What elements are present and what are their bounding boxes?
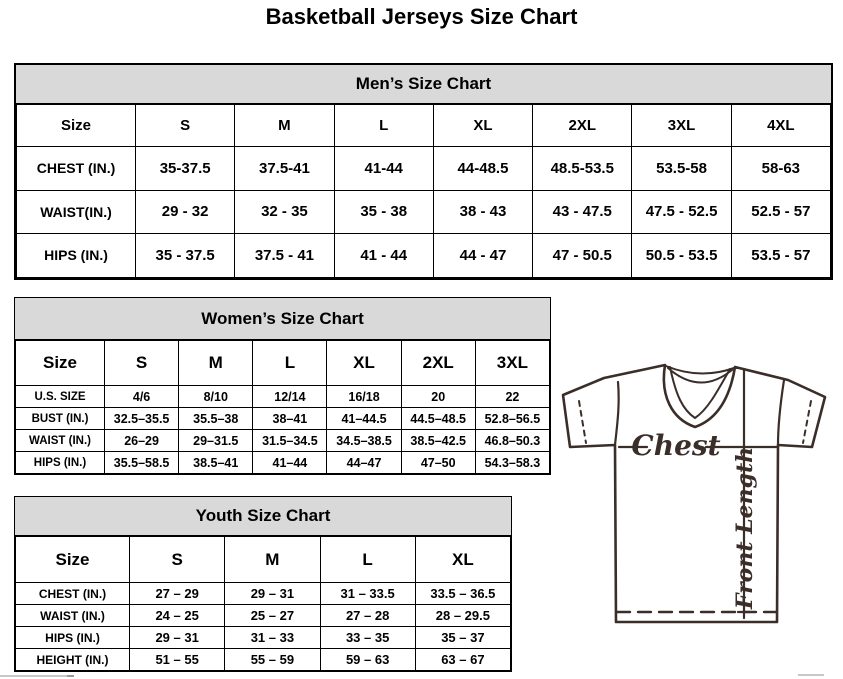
jersey-collar-inner-v <box>670 367 730 418</box>
table-row <box>16 627 511 649</box>
column-header: M <box>235 105 334 147</box>
horizontal-scrollbar-fragment-right[interactable] <box>798 674 824 676</box>
jersey-body-outline <box>563 365 825 622</box>
row-label: CHEST (IN.) <box>17 147 136 191</box>
column-header: Size <box>17 105 136 147</box>
table-row <box>17 234 831 278</box>
column-header: L <box>320 537 415 583</box>
table-row <box>16 583 511 605</box>
column-header: L <box>253 341 327 386</box>
size-cell: 35 – 37 <box>415 627 510 649</box>
table-row <box>17 147 831 191</box>
size-cell: 44–47 <box>327 452 401 474</box>
size-cell: 35.5–58.5 <box>105 452 179 474</box>
size-cell: 26–29 <box>105 430 179 452</box>
table-row <box>16 408 550 430</box>
size-cell: 47 - 50.5 <box>533 234 632 278</box>
row-label: HIPS (IN.) <box>16 627 130 649</box>
table-row <box>16 605 511 627</box>
column-header: XL <box>415 537 510 583</box>
size-cell: 52.8–56.5 <box>475 408 549 430</box>
header-row <box>17 105 831 147</box>
column-header: S <box>136 105 235 147</box>
size-cell: 50.5 - 53.5 <box>632 234 731 278</box>
row-label: HIPS (IN.) <box>17 234 136 278</box>
column-header: M <box>179 341 253 386</box>
size-cell: 47–50 <box>401 452 475 474</box>
size-cell: 28 – 29.5 <box>415 605 510 627</box>
size-cell: 22 <box>475 386 549 408</box>
size-cell: 31 – 33.5 <box>320 583 415 605</box>
size-cell: 27 – 29 <box>130 583 225 605</box>
table-row <box>16 430 550 452</box>
size-cell: 25 – 27 <box>225 605 320 627</box>
size-cell: 41 - 44 <box>334 234 433 278</box>
size-cell: 33.5 – 36.5 <box>415 583 510 605</box>
size-cell: 46.8–50.3 <box>475 430 549 452</box>
size-cell: 33 – 35 <box>320 627 415 649</box>
size-cell: 16/18 <box>327 386 401 408</box>
size-cell: 59 – 63 <box>320 649 415 671</box>
column-header: 2XL <box>533 105 632 147</box>
size-cell: 54.3–58.3 <box>475 452 549 474</box>
column-header: 4XL <box>731 105 830 147</box>
size-cell: 4/6 <box>105 386 179 408</box>
row-label: WAIST(IN.) <box>17 190 136 234</box>
size-cell: 34.5–38.5 <box>327 430 401 452</box>
size-cell: 38.5–42.5 <box>401 430 475 452</box>
horizontal-scrollbar-fragment-left[interactable] <box>0 675 74 677</box>
size-cell: 29 – 31 <box>225 583 320 605</box>
size-cell: 12/14 <box>253 386 327 408</box>
size-cell: 44.5–48.5 <box>401 408 475 430</box>
size-cell: 55 – 59 <box>225 649 320 671</box>
womens-size-chart <box>14 297 551 475</box>
column-header: 3XL <box>475 341 549 386</box>
table-title: Men’s Size Chart <box>16 65 831 104</box>
row-label: BUST (IN.) <box>16 408 105 430</box>
size-cell: 41–44 <box>253 452 327 474</box>
table-row <box>16 386 550 408</box>
size-cell: 29–31.5 <box>179 430 253 452</box>
size-cell: 35 - 38 <box>334 190 433 234</box>
row-label: HEIGHT (IN.) <box>16 649 130 671</box>
size-cell: 32 - 35 <box>235 190 334 234</box>
size-cell: 41–44.5 <box>327 408 401 430</box>
size-cell: 24 – 25 <box>130 605 225 627</box>
column-header: XL <box>327 341 401 386</box>
row-label: HIPS (IN.) <box>16 452 105 474</box>
column-header: L <box>334 105 433 147</box>
size-cell: 29 - 32 <box>136 190 235 234</box>
size-cell: 32.5–35.5 <box>105 408 179 430</box>
size-cell: 20 <box>401 386 475 408</box>
size-cell: 53.5-58 <box>632 147 731 191</box>
front-length-label: Front Length <box>732 446 758 610</box>
jersey-cuff-dash-right <box>803 401 811 443</box>
chest-label: Chest <box>631 429 721 462</box>
column-header: S <box>105 341 179 386</box>
size-cell: 48.5-53.5 <box>533 147 632 191</box>
size-cell: 51 – 55 <box>130 649 225 671</box>
size-cell: 38–41 <box>253 408 327 430</box>
youth-size-chart <box>14 496 512 672</box>
size-cell: 52.5 - 57 <box>731 190 830 234</box>
jersey-collar-back <box>666 366 734 374</box>
size-cell: 35.5–38 <box>179 408 253 430</box>
column-header: XL <box>433 105 532 147</box>
column-header: S <box>130 537 225 583</box>
row-label: WAIST (IN.) <box>16 605 130 627</box>
size-cell: 53.5 - 57 <box>731 234 830 278</box>
table-row <box>16 452 550 474</box>
size-cell: 31.5–34.5 <box>253 430 327 452</box>
size-cell: 43 - 47.5 <box>533 190 632 234</box>
size-cell: 47.5 - 52.5 <box>632 190 731 234</box>
size-cell: 38 - 43 <box>433 190 532 234</box>
header-row <box>16 537 511 583</box>
column-header: 2XL <box>401 341 475 386</box>
jersey-outline-svg <box>556 356 837 630</box>
jersey-cuff-dash-left <box>579 401 586 443</box>
table-title: Women’s Size Chart <box>15 298 550 340</box>
table-row <box>16 649 511 671</box>
size-cell: 44 - 47 <box>433 234 532 278</box>
row-label: CHEST (IN.) <box>16 583 130 605</box>
jersey-measurement-diagram <box>556 356 837 630</box>
column-header: Size <box>16 341 105 386</box>
size-cell: 8/10 <box>179 386 253 408</box>
size-cell: 58-63 <box>731 147 830 191</box>
size-cell: 35 - 37.5 <box>136 234 235 278</box>
size-cell: 29 – 31 <box>130 627 225 649</box>
row-label: WAIST (IN.) <box>16 430 105 452</box>
jersey-armhole-left <box>615 382 619 445</box>
column-header: 3XL <box>632 105 731 147</box>
size-cell: 37.5 - 41 <box>235 234 334 278</box>
size-cell: 37.5-41 <box>235 147 334 191</box>
size-cell: 63 – 67 <box>415 649 510 671</box>
page-title: Basketball Jerseys Size Chart <box>265 4 578 29</box>
size-cell: 41-44 <box>334 147 433 191</box>
size-cell: 27 – 28 <box>320 605 415 627</box>
row-label: U.S. SIZE <box>16 386 105 408</box>
size-cell: 35-37.5 <box>136 147 235 191</box>
size-cell: 44-48.5 <box>433 147 532 191</box>
jersey-armhole-right <box>778 380 784 445</box>
header-row <box>16 341 550 386</box>
size-cell: 38.5–41 <box>179 452 253 474</box>
table-row <box>17 190 831 234</box>
mens-size-chart <box>14 63 833 280</box>
table-title: Youth Size Chart <box>15 497 511 536</box>
column-header: M <box>225 537 320 583</box>
size-cell: 31 – 33 <box>225 627 320 649</box>
column-header: Size <box>16 537 130 583</box>
